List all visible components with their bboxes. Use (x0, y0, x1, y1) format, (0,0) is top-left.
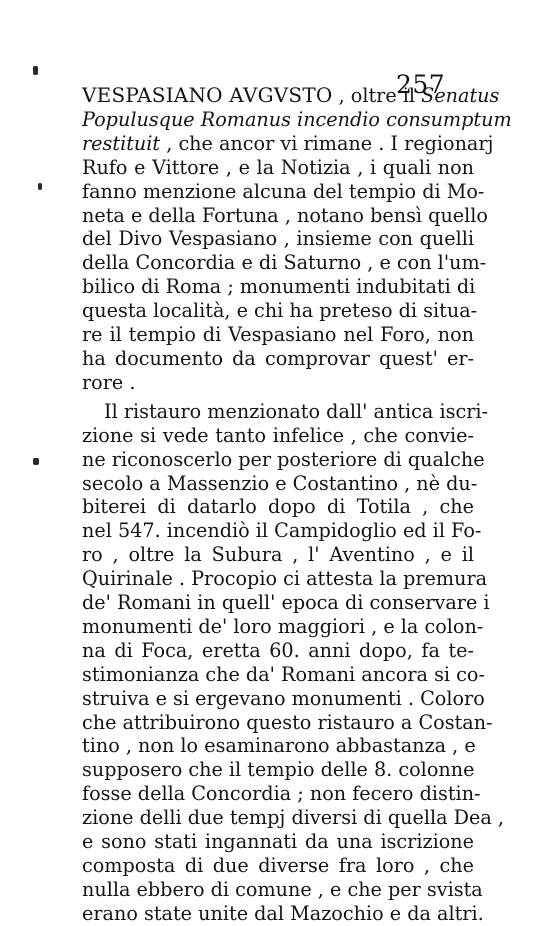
text-line (82, 179, 485, 204)
text-span: restituit (82, 131, 161, 155)
text-line (82, 830, 474, 854)
text-line (82, 471, 478, 496)
text-line (82, 662, 485, 687)
text-span: e sono stati ingannati da una iscrizione (82, 830, 474, 854)
text-span: neta e della Fortuna , notano bensì quello (82, 203, 488, 227)
text-line (82, 131, 494, 156)
text-span: supposero che il tempio delle 8. colonne (82, 758, 475, 782)
text-span: ro , oltre la Subura , l' Aventino , e il (82, 543, 474, 567)
text-line (82, 299, 478, 323)
margin-ink-mark (33, 66, 38, 75)
text-line (82, 275, 474, 299)
text-span: biterei di datarlo dopo di Totila , che (82, 495, 474, 519)
text-line (82, 639, 474, 663)
text-span: Rufo e Vittore , e la Notizia , i quali non (82, 155, 474, 179)
text-span: che attribuirono questo ristauro a Costan- (82, 710, 493, 734)
margin-ink-mark (38, 183, 42, 190)
text-line (82, 447, 485, 472)
text-span: nulla ebbero di comune , e che per svista (82, 877, 483, 901)
text-line (82, 758, 474, 782)
text-line (82, 323, 474, 347)
text-span: del Divo Vespasiano , insieme con quelli (82, 227, 474, 251)
text-span: Populusque Romanus incendio consumptum (82, 107, 512, 131)
text-span: rore . (82, 370, 136, 394)
text-line (82, 347, 474, 371)
text-span: fanno menzione alcuna del tempio di Mo- (82, 179, 485, 203)
text-span: struiva e si ergevano monumenti . Coloro (82, 686, 485, 710)
text-span: Senatus (421, 84, 500, 107)
text-line (82, 203, 488, 228)
text-line (82, 734, 474, 758)
text-line (82, 877, 483, 902)
text-span: della Concordia e di Saturno , e con l'um- (82, 251, 487, 275)
text-span: secolo a Massenzio e Costantino , nè du- (82, 471, 478, 495)
text-span: bilico di Roma ; monumenti indubitati di (82, 275, 476, 299)
margin-ink-mark (33, 458, 39, 465)
text-span: ne riconoscerlo per posteriore di qualche (82, 447, 485, 471)
text-span: fosse della Concordia ; non fecero distin- (82, 782, 481, 806)
paragraph (82, 399, 505, 926)
text-line (82, 83, 500, 108)
text-line (82, 782, 481, 806)
text-line (82, 710, 493, 735)
body-text (82, 83, 512, 926)
text-line (82, 806, 505, 830)
text-line (82, 156, 474, 180)
paragraph (82, 83, 512, 395)
text-span: re il tempio di Vespasiano nel Foro, non (82, 323, 474, 347)
text-span: composta di due diverse fra loro , che (82, 854, 474, 877)
text-span: nel 547. incendiò il Campidoglio ed il Fo- (82, 519, 482, 543)
text-line (82, 424, 474, 448)
text-line (82, 399, 488, 424)
text-line (82, 519, 482, 543)
text-span: questa località, e chi ha preteso di situa- (82, 299, 478, 323)
page-number: 257 (396, 70, 446, 99)
text-line (82, 227, 474, 251)
text-line (82, 495, 474, 519)
text-span: Il ristauro menzionato dall' antica iscri- (104, 399, 488, 423)
text-line (82, 591, 490, 615)
text-span: Quirinale . Procopio ci attesta la premura (82, 567, 488, 591)
text-line (82, 543, 474, 567)
text-line (82, 567, 488, 591)
text-line (82, 901, 484, 926)
text-span: zione si vede tanto infelice , che convie- (82, 423, 474, 447)
text-span: , che ancor vi rimane . I regionarj (160, 131, 494, 155)
text-line (82, 614, 484, 639)
text-line (82, 107, 512, 132)
text-line (82, 371, 474, 395)
text-span: monumenti de' loro maggiori , e la colon- (82, 614, 484, 638)
text-span: zione delli due tempj diversi di quella Dea , (82, 806, 505, 830)
text-span: ha documento da comprovar quest' er- (82, 346, 474, 370)
text-span: erano state unite dal Mazochio e da altri. (82, 901, 484, 925)
text-span: , oltre il (332, 84, 422, 107)
text-span: stimonianza che da' Romani ancora si co- (82, 662, 485, 686)
text-line (82, 854, 474, 878)
text-span: tino , non lo esaminarono abbastanza , e (82, 734, 476, 758)
text-span: de' Romani in quell' epoca di conservare i (82, 591, 490, 615)
text-line (82, 251, 487, 275)
text-span: VESPASIANO AVGVSTO (82, 83, 333, 107)
text-line (82, 686, 485, 711)
text-span: na di Foca, eretta 60. anni dopo, fa te- (82, 638, 474, 662)
